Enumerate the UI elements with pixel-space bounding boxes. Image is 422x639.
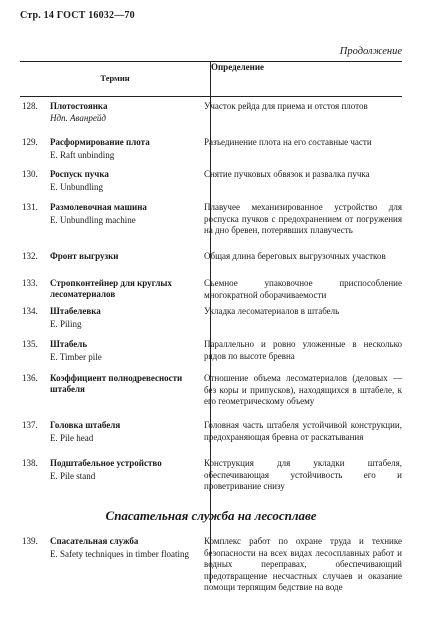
entry-number: 135.: [22, 339, 38, 349]
entry-definition: Головная часть штабеля устойчивой конструкции, предохраняющая бревна от раскатывания: [204, 420, 402, 442]
entry-term: Головка штабеля: [50, 420, 121, 430]
entry-definition: Комплекс работ по охране труда и технике безопасности на всех видах лесосплавных работ и водных переправах, обеспечивающий предотвращение несчастных случаев и оказание помощи терпящим бедствие на воде: [204, 536, 402, 592]
entry-definition: Укладка лесоматериалов в штабель: [204, 306, 340, 316]
entry-definition: Участок рейда для приема и отстоя плотов: [204, 101, 368, 111]
entry-nonpreferred: Ндп. Аванрейд: [50, 113, 106, 123]
entry-number: 133.: [22, 278, 38, 288]
entry-number: 130.: [22, 169, 38, 179]
entry-english: E. Pile head: [50, 433, 94, 443]
entry-number: 138.: [22, 458, 38, 468]
entry-number: 132.: [22, 251, 38, 261]
entry-term: Роспуск пучка: [50, 169, 109, 179]
entry-english: E. Piling: [50, 319, 82, 329]
entry-term: Штабелевка: [50, 306, 101, 316]
entry-english: E. Raft unbinding: [50, 150, 115, 160]
entry-number: 128.: [22, 101, 38, 111]
continuation-label: Продолжение: [339, 46, 402, 57]
section-title: Спасательная служба на лесосплаве: [105, 508, 317, 523]
entry-term: Спасательная служба: [50, 536, 139, 546]
entry-definition: Параллельно и ровно уложенные в несколько рядов по высоте бревна: [204, 339, 402, 361]
entry-number: 129.: [22, 137, 38, 147]
entry-definition: Разъединение плота на его составные части: [204, 137, 372, 147]
page-header: Стр. 14 ГОСТ 16032—70: [20, 10, 135, 21]
entry-english: E. Unbundling: [50, 182, 103, 192]
entry-english: E. Safety techniques in timber floating: [50, 549, 189, 559]
entry-term: Коэффициент полнодревесности штабеля: [50, 373, 183, 394]
entry-definition: Общая длина береговых выгрузочных участков: [204, 251, 386, 261]
entry-number: 131.: [22, 202, 38, 212]
entry-term: Фронт выгрузки: [50, 251, 119, 261]
entry-term: Стропконтейнер для круглых лесоматериалов: [50, 278, 172, 299]
entry-definition: Конструкция для укладки штабеля, обеспечивающая устойчивость его и проветривание снизу: [204, 458, 402, 491]
column-definition: Определение: [211, 62, 265, 72]
entry-term: Штабель: [50, 339, 88, 349]
entry-number: 139.: [22, 536, 38, 546]
entry-term: Размолевочная машина: [50, 202, 147, 212]
entry-definition: Отношение объема лесоматериалов (деловых — без коры и припусков), находящихся в штабеле, к его геометрическому объему: [204, 373, 402, 406]
entry-term: Плотостоянка: [50, 101, 108, 111]
entry-number: 137.: [22, 420, 38, 430]
entry-definition: Плавучее механизированное устройство для роспуска пучков с предохранением от погружения на дно бревен, потерявших плавучесть: [204, 202, 402, 235]
entry-english: E. Timber pile: [50, 352, 102, 362]
entry-number: 136.: [22, 373, 38, 383]
entry-definition: Снятие пучковых обвязок и развалка пучка: [204, 169, 370, 179]
entry-definition: Съемное упаковочное приспособление многократной оборачиваемости: [204, 278, 402, 300]
entry-term: Расформирование плота: [50, 137, 150, 147]
table-header: [20, 61, 402, 97]
entry-number: 134.: [22, 306, 38, 316]
column-term: Термин: [100, 73, 130, 83]
entry-english: E. Unbundling machine: [50, 215, 136, 225]
entry-english: E. Pile stand: [50, 471, 96, 481]
entry-term: Подштабельное устройство: [50, 458, 162, 468]
